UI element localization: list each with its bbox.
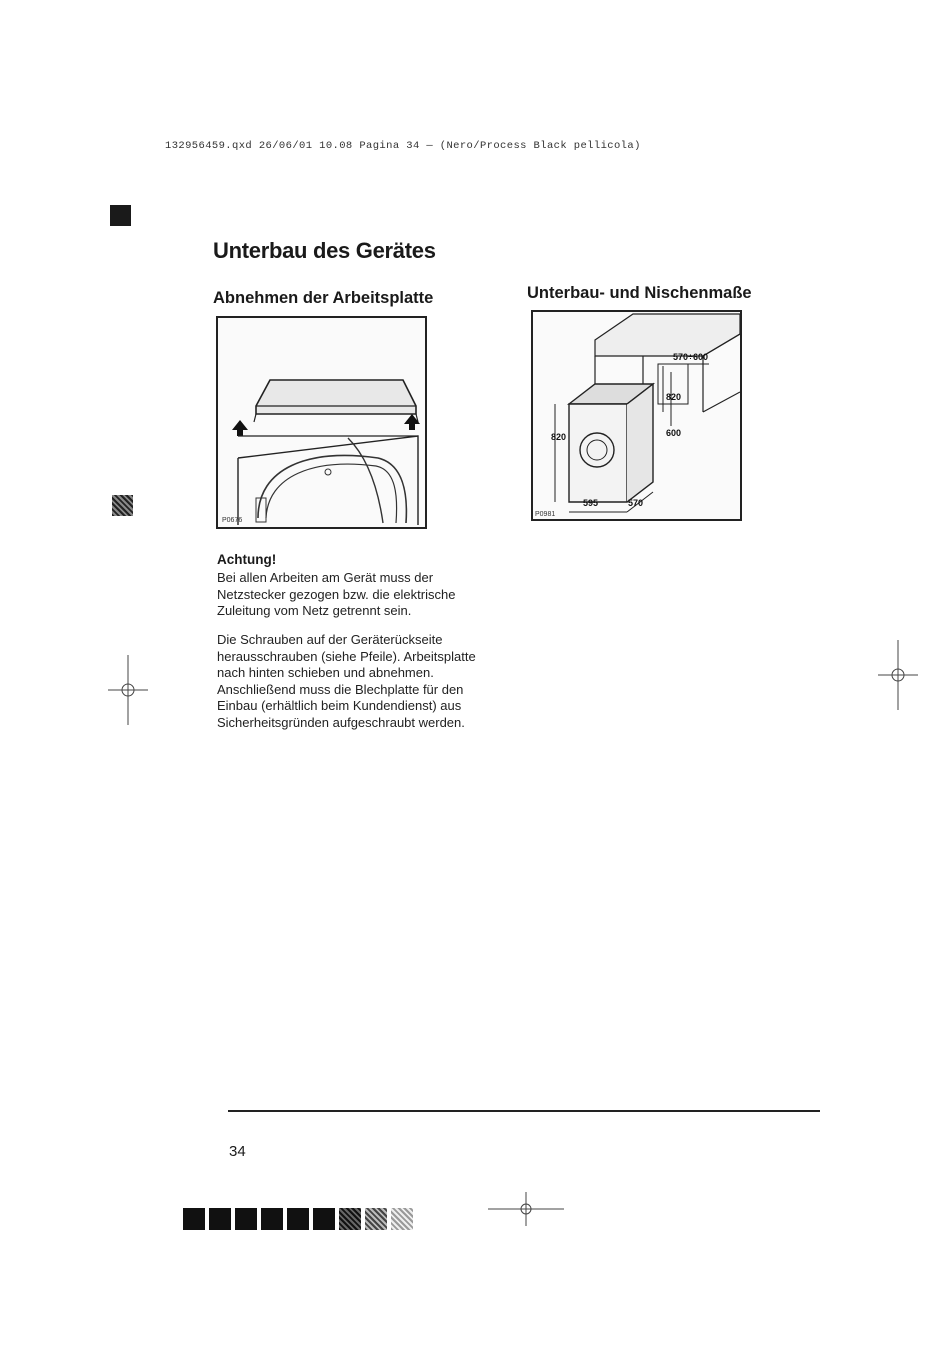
dim-niche-depth: 600 (666, 428, 682, 438)
figure-code-left: P0676 (222, 517, 243, 524)
figure-remove-worktop (216, 316, 427, 529)
instruction-paragraph: Die Schrauben auf der Geräterückseite herausschrauben (siehe Pfeile). Arbeitsplatte nach hinten schieben und abnehmen. Anschließend muss die Blechplatte für den Einbau (erhältlich beim Kundendienst) aus Sicherheitsgründen aufgeschraubt werden. (217, 632, 476, 730)
dim-appliance-depth: 570 (628, 498, 644, 508)
registration-mark-square (110, 205, 131, 226)
warning-title: Achtung! (217, 552, 277, 567)
heading-remove-worktop: Abnehmen der Arbeitsplatte (213, 289, 434, 307)
warning-paragraph: Bei allen Arbeiten am Gerät muss der Netzstecker gezogen bzw. die elektrische Zuleitung vom Netz getrennt sein. (217, 570, 456, 619)
figure-code-right: P0981 (535, 511, 556, 518)
crop-crosshair-bottom (488, 1192, 564, 1226)
dim-niche-width: 570÷600 (673, 352, 708, 362)
registration-mark-pattern (112, 495, 133, 516)
figure-niche-dimensions (531, 310, 742, 521)
dim-appliance-height: 820 (551, 432, 567, 442)
color-control-strip (183, 1208, 413, 1230)
section-title: Unterbau des Gerätes (213, 238, 436, 263)
heading-niche-dimensions: Unterbau- und Nischenmaße (527, 284, 752, 302)
page-number: 34 (229, 1143, 246, 1160)
footer-rule (228, 1110, 820, 1112)
crop-crosshair-left (108, 655, 148, 725)
dim-niche-height: 820 (666, 392, 682, 402)
crop-crosshair-right (878, 640, 918, 710)
dim-appliance-width: 595 (583, 498, 599, 508)
print-slug: 132956459.qxd 26/06/01 10.08 Pagina 34 — (Nero/Process Black pellicola) (165, 140, 641, 152)
